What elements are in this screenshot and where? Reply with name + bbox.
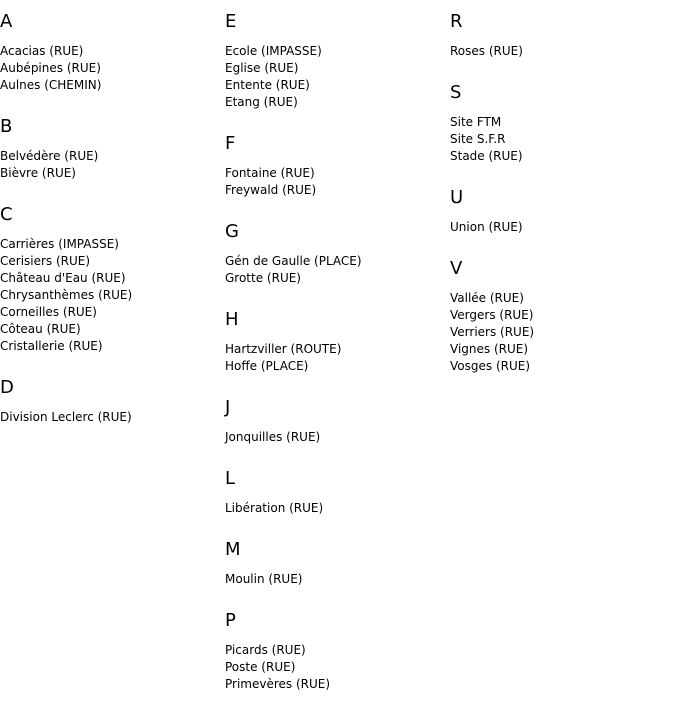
street-list xyxy=(0,148,215,182)
street-item: Vosges (RUE) xyxy=(450,359,531,373)
letter-group-r xyxy=(450,12,665,60)
street-item: Bièvre (RUE) xyxy=(0,166,76,180)
street-list xyxy=(450,114,665,165)
street-item: Chrysanthèmes (RUE) xyxy=(0,288,133,302)
street-item: Château d'Eau (RUE) xyxy=(0,271,126,285)
street-item: Eglise (RUE) xyxy=(225,61,299,75)
street-item: Belvédère (RUE) xyxy=(0,149,99,163)
letter-heading: U xyxy=(450,187,464,208)
letter-heading: J xyxy=(225,397,231,418)
street-item: Stade (RUE) xyxy=(450,149,523,163)
street-item: Etang (RUE) xyxy=(225,95,298,109)
letter-heading: F xyxy=(225,133,236,154)
street-item: Aulnes (CHEMIN) xyxy=(0,78,102,92)
street-item: Cristallerie (RUE) xyxy=(0,339,103,353)
letter-group-d xyxy=(0,378,215,426)
street-item: Vergers (RUE) xyxy=(450,308,534,322)
street-item: Carrières (IMPASSE) xyxy=(0,237,119,251)
street-item: Ecole (IMPASSE) xyxy=(225,44,322,58)
letter-group-h xyxy=(225,310,440,375)
street-item: Hartzviller (ROUTE) xyxy=(225,342,342,356)
letter-heading: S xyxy=(450,82,462,103)
letter-heading: P xyxy=(225,610,236,631)
letter-heading: C xyxy=(0,204,13,225)
street-item: Union (RUE) xyxy=(450,220,523,234)
letter-group-b xyxy=(0,117,215,182)
street-item: Moulin (RUE) xyxy=(225,572,303,586)
street-item: Vallée (RUE) xyxy=(450,291,524,305)
street-item: Division Leclerc (RUE) xyxy=(0,410,132,424)
street-item: Grotte (RUE) xyxy=(225,271,301,285)
street-list xyxy=(0,43,215,94)
street-list xyxy=(225,642,440,693)
street-item: Acacias (RUE) xyxy=(0,44,84,58)
letter-heading: H xyxy=(225,309,239,330)
letter-heading: R xyxy=(450,11,463,32)
letter-heading: A xyxy=(0,11,13,32)
street-column-2 xyxy=(225,0,440,716)
letter-heading: E xyxy=(225,11,237,32)
street-item: Picards (RUE) xyxy=(225,643,306,657)
street-list xyxy=(450,290,665,375)
street-item: Site FTM xyxy=(450,115,502,129)
street-item: Hoffe (PLACE) xyxy=(225,359,309,373)
street-item: Poste (RUE) xyxy=(225,660,296,674)
letter-group-g xyxy=(225,222,440,287)
letter-heading: V xyxy=(450,258,463,279)
street-item: Libération (RUE) xyxy=(225,501,324,515)
letter-heading: B xyxy=(0,116,13,137)
street-list xyxy=(225,571,440,588)
letter-group-c xyxy=(0,205,215,355)
street-item: Roses (RUE) xyxy=(450,44,523,58)
letter-group-e xyxy=(225,12,440,111)
street-list xyxy=(225,429,440,446)
letter-group-a xyxy=(0,12,215,94)
letter-group-p xyxy=(225,611,440,693)
letter-group-v xyxy=(450,259,665,375)
street-item: Cerisiers (RUE) xyxy=(0,254,91,268)
street-item: Freywald (RUE) xyxy=(225,183,317,197)
street-item: Site S.F.R xyxy=(450,132,506,146)
street-list xyxy=(225,341,440,375)
street-item: Primevères (RUE) xyxy=(225,677,331,691)
letter-heading: L xyxy=(225,468,236,489)
letter-group-u xyxy=(450,188,665,236)
letter-heading: G xyxy=(225,221,239,242)
street-column-1 xyxy=(0,0,215,449)
letter-heading: D xyxy=(0,377,14,398)
letter-group-l xyxy=(225,469,440,517)
street-item: Aubépines (RUE) xyxy=(0,61,101,75)
street-list xyxy=(450,219,665,236)
street-list xyxy=(225,43,440,111)
street-list xyxy=(450,43,665,60)
letter-group-m xyxy=(225,540,440,588)
letter-group-f xyxy=(225,134,440,199)
street-item: Côteau (RUE) xyxy=(0,322,81,336)
street-list xyxy=(225,165,440,199)
street-item: Jonquilles (RUE) xyxy=(225,430,321,444)
street-column-3 xyxy=(450,0,665,398)
street-item: Fontaine (RUE) xyxy=(225,166,315,180)
letter-group-s xyxy=(450,83,665,165)
street-item: Corneilles (RUE) xyxy=(0,305,97,319)
street-list xyxy=(225,253,440,287)
street-item: Gén de Gaulle (PLACE) xyxy=(225,254,362,268)
street-item: Vignes (RUE) xyxy=(450,342,529,356)
letter-heading: M xyxy=(225,539,241,560)
street-item: Entente (RUE) xyxy=(225,78,310,92)
street-item: Verriers (RUE) xyxy=(450,325,535,339)
street-list xyxy=(0,409,215,426)
letter-group-j xyxy=(225,398,440,446)
street-list xyxy=(225,500,440,517)
street-list xyxy=(0,236,215,355)
